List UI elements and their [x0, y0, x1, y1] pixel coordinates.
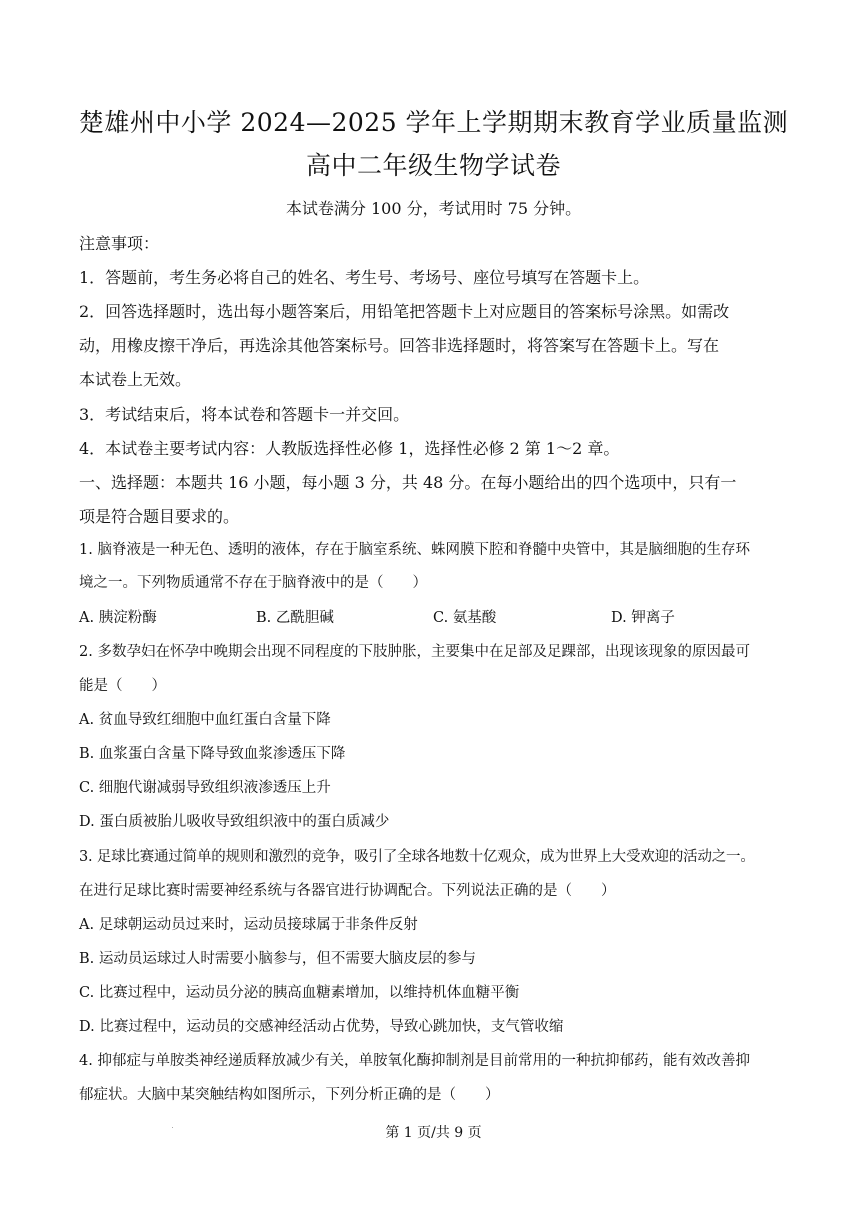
- section-heading: 一、选择题：本题共 16 小题，每小题 3 分，共 48 分。在每小题给出的四个选项中，只有一: [79, 473, 737, 492]
- question-2-option-a: A. 贫血导致红细胞中血红蛋白含量下降: [79, 712, 331, 728]
- question-4-stem: 4. 抑郁症与单胺类神经递质释放减少有关，单胺氧化酶抑制剂是目前常用的一种抗抑郁药，能有效改善抑: [79, 1053, 750, 1069]
- notice-line: 动，用橡皮擦干净后，再选涂其他答案标号。回答非选择题时，将答案写在答题卡上。写在: [79, 336, 720, 355]
- question-1-option-a: A. 胰淀粉酶: [79, 610, 157, 626]
- notice-line: 2．回答选择题时，选出每小题答案后，用铅笔把答题卡上对应题目的答案标号涂黑。如需改: [79, 302, 730, 321]
- question-3-stem: 在进行足球比赛时需要神经系统与各器官进行协调配合。下列说法正确的是（ ）: [79, 883, 616, 899]
- question-3-option-b: B. 运动员运球过人时需要小脑参与，但不需要大脑皮层的参与: [79, 951, 476, 967]
- exam-title: 楚雄州中小学 2024—2025 学年上学期期末教育学业质量监测: [78, 108, 789, 137]
- notice-heading: 注意事项：: [79, 234, 160, 253]
- notice-line: 本试卷上无效。: [79, 370, 192, 389]
- question-3-option-a: A. 足球朝运动员过来时，运动员接球属于非条件反射: [79, 917, 418, 933]
- question-3-stem: 3. 足球比赛通过简单的规则和激烈的竞争，吸引了全球各地数十亿观众，成为世界上大受欢迎的活动之一。: [79, 849, 755, 865]
- question-1-stem: 境之一。下列物质通常不存在于脑脊液中的是（ ）: [79, 575, 427, 591]
- question-1-option-b: B. 乙酰胆碱: [256, 610, 334, 626]
- question-2-option-b: B. 血浆蛋白含量下降导致血浆渗透压下降: [79, 746, 346, 762]
- question-2-stem: 能是（ ）: [79, 678, 166, 694]
- exam-subject-title: 高中二年级生物学试卷: [305, 151, 561, 180]
- question-1-option-d: D. 钾离子: [611, 610, 675, 626]
- question-3-option-c: C. 比赛过程中，运动员分泌的胰高血糖素增加，以维持机体血糖平衡: [79, 985, 520, 1001]
- notice-line: 3．考试结束后，将本试卷和答题卡一并交回。: [79, 405, 410, 424]
- section-heading: 项是符合题目要求的。: [79, 507, 240, 526]
- question-3-option-d: D. 比赛过程中，运动员的交感神经活动占优势，导致心跳加快，支气管收缩: [79, 1019, 564, 1035]
- question-2-option-c: C. 细胞代谢减弱导致组织液渗透压上升: [79, 780, 331, 796]
- question-1-stem: 1. 脑脊液是一种无色、透明的液体，存在于脑室系统、蛛网膜下腔和脊髓中央管中，其是脑细胞的生存环: [79, 542, 750, 558]
- question-1-option-c: C. 氨基酸: [433, 610, 497, 626]
- notice-line: 1．答题前，考生务必将自己的姓名、考生号、考场号、座位号填写在答题卡上。: [79, 268, 650, 287]
- question-2-option-d: D. 蛋白质被胎儿吸收导致组织液中的蛋白质减少: [79, 814, 390, 830]
- question-4-stem: 郁症状。大脑中某突触结构如图所示，下列分析正确的是（ ）: [79, 1087, 500, 1103]
- exam-time-note: 本试卷满分 100 分，考试用时 75 分钟。: [285, 199, 582, 218]
- question-2-stem: 2. 多数孕妇在怀孕中晚期会出现不同程度的下肢肿胀，主要集中在足部及足踝部，出现该现象的原因最可: [79, 644, 750, 660]
- page-number: 第 1 页/共 9 页: [385, 1125, 482, 1141]
- notice-line: 4．本试卷主要考试内容：人教版选择性必修 1，选择性必修 2 第 1～2 章。: [79, 439, 620, 458]
